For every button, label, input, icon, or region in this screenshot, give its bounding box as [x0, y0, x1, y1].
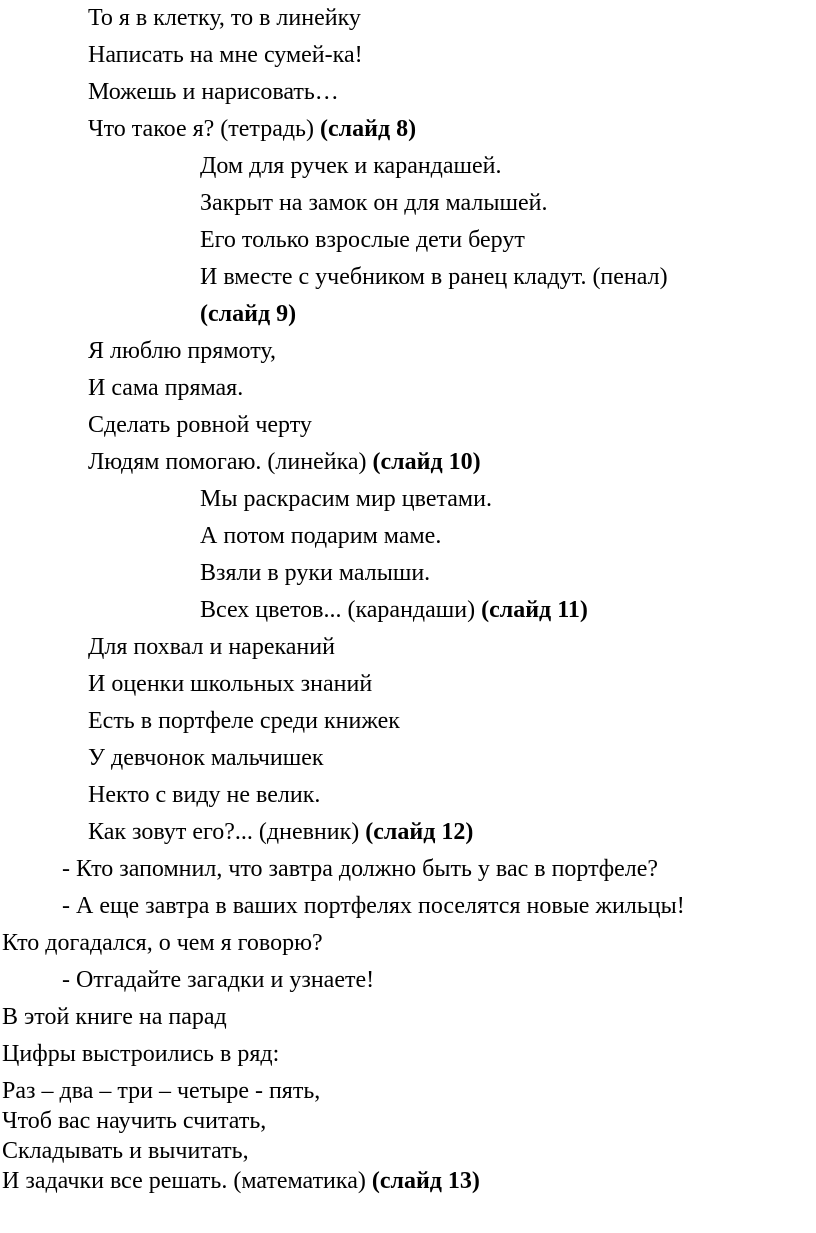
text-line: И сама прямая. [88, 375, 244, 401]
text-line: Дом для ручек и карандашей. [200, 153, 502, 179]
text-line: Есть в портфеле среди книжек [88, 708, 400, 734]
text-line: И оценки школьных знаний [88, 671, 373, 697]
text-line: Цифры выстроились в ряд: [2, 1041, 280, 1067]
text-line: - Кто запомнил, что завтра должно быть у вас в портфеле? [62, 856, 659, 882]
text-line: Можешь и нарисовать… [88, 79, 339, 105]
text-line: Чтоб вас научить считать, [2, 1108, 267, 1134]
text-line: Складывать и вычитать, [2, 1138, 249, 1164]
text-line: Для похвал и нареканий [88, 634, 335, 660]
text-line: Написать на мне сумей-ка! [88, 42, 363, 68]
text-line: Мы раскрасим мир цветами. [200, 486, 492, 512]
text-line: Закрыт на замок он для малышей. [200, 190, 548, 216]
text-line: Я люблю прямоту, [88, 338, 276, 364]
text-line: В этой книге на парад [2, 1004, 227, 1030]
text-line: - Отгадайте загадки и узнаете! [62, 967, 375, 993]
text-line: То я в клетку, то в линейку [88, 5, 361, 31]
text-line: Что такое я? (тетрадь) (слайд 8) [88, 116, 417, 142]
text-line: Взяли в руки малыши. [200, 560, 431, 586]
text-line: У девчонок мальчишек [88, 745, 324, 771]
text-line: (слайд 9) [200, 301, 297, 327]
text-line: Кто догадался, о чем я говорю? [2, 930, 323, 956]
text-line: Сделать ровной черту [88, 412, 312, 438]
text-line: А потом подарим маме. [200, 523, 442, 549]
text-line: И вместе с учебником в ранец кладут. (пенал) [200, 264, 668, 290]
text-line: Некто с виду не велик. [88, 782, 321, 808]
text-line: Его только взрослые дети берут [200, 227, 525, 253]
text-line: Всех цветов... (карандаши) (слайд 11) [200, 597, 588, 623]
text-line: - А еще завтра в ваших портфелях поселятся новые жильцы! [62, 893, 685, 919]
text-line: Раз – два – три – четыре - пять, [2, 1078, 321, 1104]
text-line: И задачки все решать. (математика) (слайд 13) [2, 1168, 480, 1194]
text-line: Людям помогаю. (линейка) (слайд 10) [88, 449, 481, 475]
text-line: Как зовут его?... (дневник) (слайд 12) [88, 819, 474, 845]
